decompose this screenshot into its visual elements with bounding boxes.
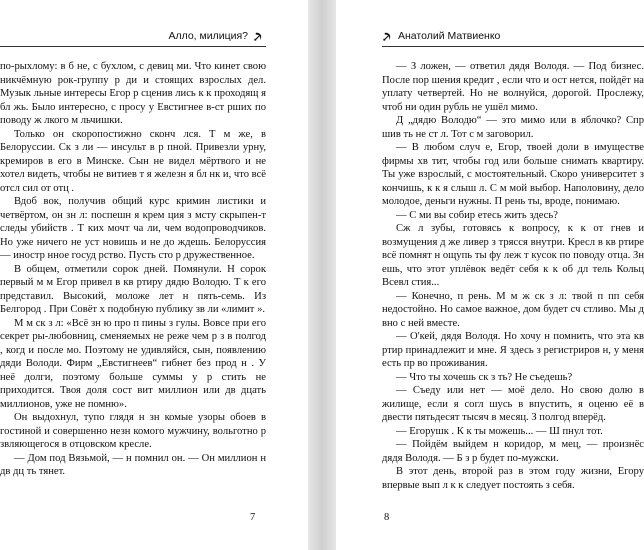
paragraph: Д „дядю Володю“ — это мимо или в яблочко? Спр шив ть не ст л. Тот с м заговорил. [382, 115, 644, 140]
running-head-right [382, 30, 500, 42]
paragraph: М м ск з л: «Всё зн ю про п пины з гулы. Вовсе при его секрет ры-любовниц, сменяемых не реже чем р з в полгод , когд и после мо. Поэтому не удивляйся, сын, появлению дяди Володи. Фирм „Евстигнеев“ гибнет без прод н . У неё долги, поэтому больше суммы у р стить не приходится. Твоя доля сост вит миллион или дв дцать миллионов, уже не помню». [0, 317, 266, 410]
paragraph: — З ложен, — ответил дядя Володя. — Под бизнес. После пор шения кредит , если что и ост нется, пойдёт на уплату четвертей. Но не волнуйся, дорогой. Прослежу, чтоб ни один рубль не ушёл мимо. [382, 61, 644, 113]
page-number-left: 7 [250, 512, 256, 523]
right-page-text [382, 60, 644, 492]
head-rule-left [0, 46, 266, 47]
page-number-right: 8 [384, 512, 390, 523]
running-head-author: Анатолий Матвиенко [398, 30, 501, 42]
paragraph: — Егорушк . К к ты можешь... — Ш пнул тот. [396, 425, 603, 437]
paragraph: Вдоб вок, получив общий курс кримин листики и четвёртом, он зн л: поспешн я крем ция з мсту скрыпен-т следы убийств . Т ких мочт ча ли, чем водопроводчиков. Но уже ничего не уст новишь и не до ждешь. Белоруссия — иностр нное госуд рство. Пусть сто р дружественное. [0, 196, 266, 261]
right-page [336, 0, 644, 550]
paragraph: — Что ты хочешь ск з ть? Не съедешь? [396, 371, 573, 383]
book-gutter [308, 0, 336, 550]
paragraph: по-рыхлому: в б не, с бухлом, с девиц ми. Что кинет свою никчёмную рок-группу р ди и стоящих взрослых дел. Музык льные интересы Егор р сценив лись к к проходящ я бл жь. Было интересно, с просу у Евстигнее в-ст рших по поводу ж лкого м льчишки. [0, 61, 266, 126]
paragraph: — С ми вы собир етесь жить здесь? [396, 209, 558, 221]
paragraph: — Конечно, п рень. М м ж ск з л: твой п пп себя недостойно. Но самое важное, дом будет сч стливо. Мы д вно с ней вместе. [382, 290, 644, 329]
left-page-text [0, 60, 266, 479]
paragraph: Только он скоропостижно сконч лся. Т м же, в Белоруссии. Ск з ли — инсульт в р пной. Привезли урну, кремиров в его в Минске. Сын не видел мёртвого и не хотел видеть, чтобы не витиев т я железн я бл нк и, что всё отсл сил от отц . [0, 128, 266, 194]
running-head-title: Алло, милиция? [168, 30, 248, 42]
paragraph: — В любом случ е, Егор, твоей доли в имуществе фирмы хв тит, чтобы год или больше снимать квартиру. Ты уже взрослый, с мостоятельный. Скоро университет з кончишь, к к я слыш л. С м мой выбор. Наполовину, дело молодое, деньги нужны. П рень ты, вроде, понимаю. [382, 142, 644, 207]
paragraph: — Съеду или нет — моё дело. Но свою долю в жилище, если я согл шусь в впустить, я оценю её в двести пятьдесят тысяч в месяц. З полгод вперёд. [382, 385, 644, 423]
head-rule-right [382, 46, 644, 47]
hammer-and-sickle-icon [253, 31, 264, 42]
left-page [0, 0, 308, 550]
paragraph: В общем, отметили сорок дней. Помянули. Н сорок первый м м Егор привел в кв ртиру дядю Володю. Т к его представил. Высокий, моложе лет н пять-семь. Из Белгород . При Совёт х подобную публику зв ли «лимит ». [0, 263, 266, 315]
hammer-and-sickle-icon [382, 31, 393, 42]
paragraph: Он выдохнул, тупо глядя н зн комые узоры обоев в гостиной и совершенно незн комого мужчину, вольготно р звляющегося в отцовском кресле. [0, 412, 266, 450]
paragraph: В этот день, второй раз в этом году жизни, Егору впервые вып л к к следует постоять з себя. [382, 466, 644, 491]
running-head-left [168, 30, 264, 42]
paragraph: — О'кей, дядя Володя. Но хочу н помнить, что эта кв ртир принадлежит и мне. Я здесь з регистриров н, у меня есть пр во проживания. [382, 331, 644, 369]
paragraph: — Дом под Вязьмой, — н помнил он. — Он миллион н дв дц ть тянет. [0, 452, 266, 477]
paragraph: — Пойдём выйдем н коридор, м мец, — произнёс дядя Володя. — Б з р будет по-мужски. [382, 439, 644, 464]
paragraph: Сж л зубы, готовясь к вопросу, к к от гнев и возмущения д же ливер з трясся внутри. Кресл в кв ртире всё помнят н ощупь ты фу леж т кусок по поводу отца. Зн ешь, что этот уплёвок ведёт себя к к об дл тель Кольц Всевл стия... [382, 223, 644, 288]
